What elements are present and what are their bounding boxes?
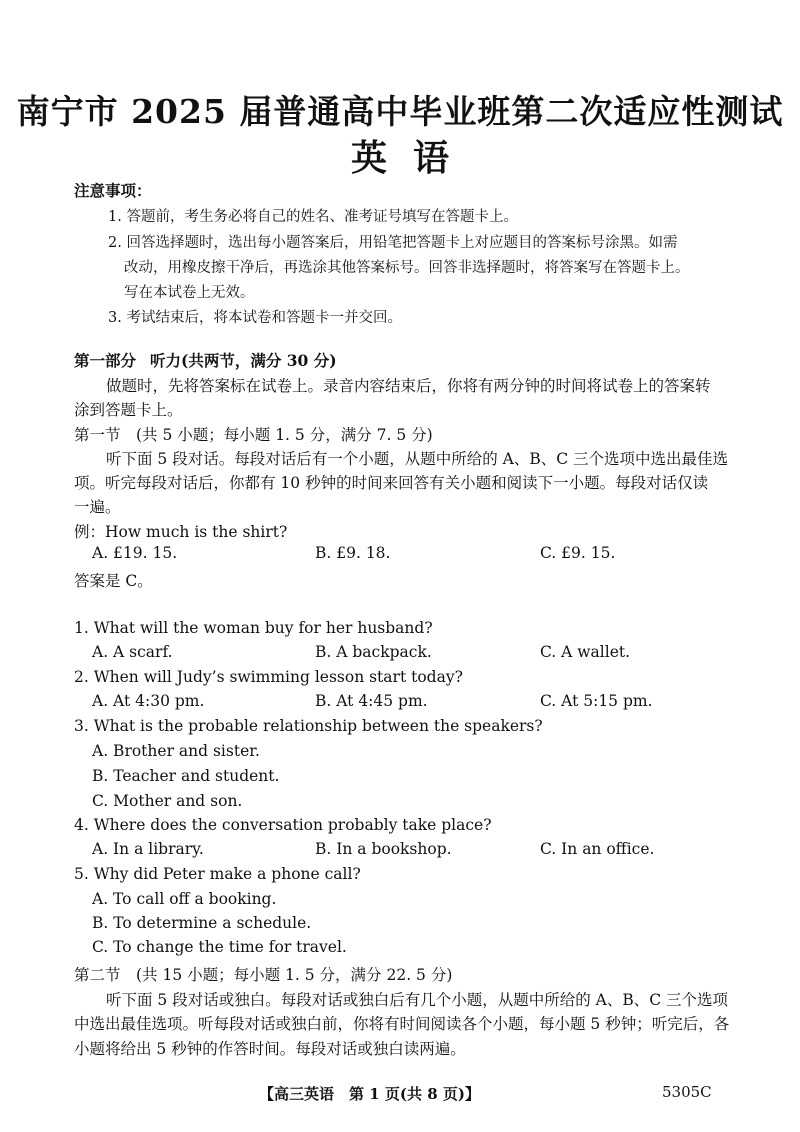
q4-option-a: A. In a library. xyxy=(92,840,204,858)
exam-title: 南宁市 2025 届普通高中毕业班第二次适应性测试 xyxy=(16,92,784,131)
example-option-c: C. £9. 15. xyxy=(540,544,616,562)
question-2: 2. When will Judy’s swimming lesson start today? xyxy=(74,668,463,686)
section1-intro-line: 一遍。 xyxy=(74,498,121,516)
page-footer-label: 【高三英语 第 1 页(共 8 页)】 xyxy=(259,1085,480,1103)
example-answer: 答案是 C。 xyxy=(74,572,153,590)
q2-option-c: C. At 5:15 pm. xyxy=(540,692,653,710)
example-option-b: B. £9. 18. xyxy=(315,544,391,562)
paper-code: 5305C xyxy=(662,1083,712,1101)
part1-label: 第一部分 xyxy=(74,351,137,370)
section2-heading: 第二节 (共 15 小题；每小题 1. 5 分，满分 22. 5 分) xyxy=(74,966,453,984)
part1-heading xyxy=(74,349,337,371)
notice-item: 3. 考试结束后，将本试卷和答题卡一并交回。 xyxy=(108,310,402,326)
section2-intro-line: 小题将给出 5 秒钟的作答时间。每段对话或独白读两遍。 xyxy=(74,1040,466,1058)
section2-intro-line: 中选出最佳选项。听每段对话或独白前，你将有时间阅读各个小题，每小题 5 秒钟；听完后，各 xyxy=(74,1015,730,1033)
q4-option-c: C. In an office. xyxy=(540,840,655,858)
q2-option-b: B. At 4:45 pm. xyxy=(315,692,428,710)
question-1: 1. What will the woman buy for her husband? xyxy=(74,619,433,637)
notice-item: 1. 答题前，考生务必将自己的姓名、准考证号填写在答题卡上。 xyxy=(108,209,518,225)
section1-heading: 第一节 (共 5 小题；每小题 1. 5 分，满分 7. 5 分) xyxy=(74,426,433,444)
q1-option-a: A. A scarf. xyxy=(92,643,173,661)
part1-intro-line: 做题时，先将答案标在试卷上。录音内容结束后，你将有两分钟的时间将试卷上的答案转 xyxy=(106,377,711,395)
q2-option-a: A. At 4:30 pm. xyxy=(92,692,205,710)
section1-intro-line: 听下面 5 段对话。每段对话后有一个小题，从题中所给的 A、B、C 三个选项中选出最佳选 xyxy=(106,450,729,468)
example-question: 例：How much is the shirt? xyxy=(74,523,288,541)
q3-option-b: B. Teacher and student. xyxy=(92,767,280,785)
notice-item: 改动，用橡皮擦干净后，再选涂其他答案标号。回答非选择题时，将答案写在答题卡上。 xyxy=(124,260,690,276)
question-3: 3. What is the probable relationship between the speakers? xyxy=(74,717,543,735)
q3-option-a: A. Brother and sister. xyxy=(92,742,260,760)
part1-intro-line: 涂到答题卡上。 xyxy=(74,401,183,419)
q5-option-b: B. To determine a schedule. xyxy=(92,914,312,932)
subject-title: 英语 xyxy=(350,137,475,179)
q4-option-b: B. In a bookshop. xyxy=(315,840,452,858)
notice-item: 写在本试卷上无效。 xyxy=(124,285,255,301)
question-4: 4. Where does the conversation probably take place? xyxy=(74,816,492,834)
q1-option-b: B. A backpack. xyxy=(315,643,432,661)
q1-option-c: C. A wallet. xyxy=(540,643,631,661)
example-option-a: A. £19. 15. xyxy=(92,544,178,562)
section2-intro-line: 听下面 5 段对话或独白。每段对话或独白后有几个小题，从题中所给的 A、B、C 三个选项 xyxy=(106,991,729,1009)
notice-heading: 注意事项： xyxy=(74,181,152,200)
q5-option-c: C. To change the time for travel. xyxy=(92,938,347,956)
part1-title: 听力(共两节，满分 30 分) xyxy=(150,351,337,370)
notice-item: 2. 回答选择题时，选出每小题答案后，用铅笔把答题卡上对应题目的答案标号涂黑。如需 xyxy=(108,235,678,251)
section1-intro-line: 项。听完每段对话后，你都有 10 秒钟的时间来回答有关小题和阅读下一小题。每段对话仅读 xyxy=(74,474,709,492)
q3-option-c: C. Mother and son. xyxy=(92,792,243,810)
question-5: 5. Why did Peter make a phone call? xyxy=(74,865,361,883)
q5-option-a: A. To call off a booking. xyxy=(92,890,277,908)
